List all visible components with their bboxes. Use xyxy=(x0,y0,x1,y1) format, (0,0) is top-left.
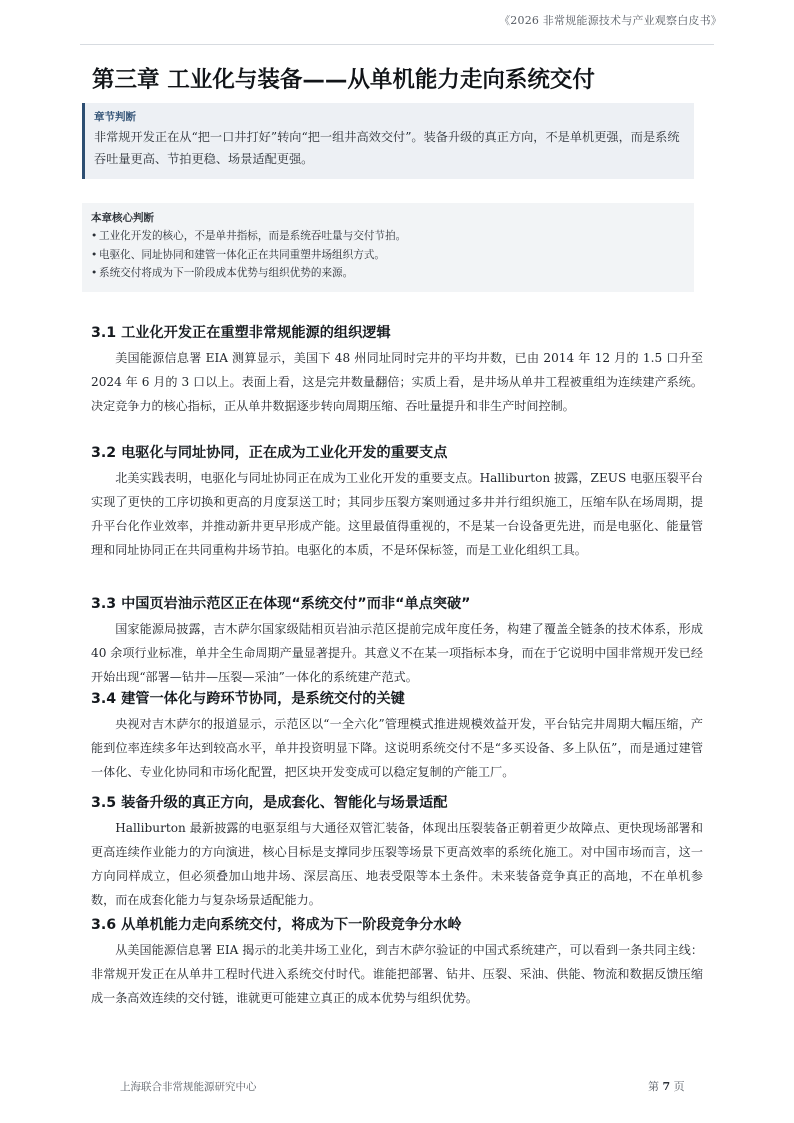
section-heading: 3.1 工业化开发正在重塑非常规能源的组织逻辑 xyxy=(91,325,391,341)
page-number-value: 7 xyxy=(662,1080,671,1093)
core-judgment-label: 本章核心判断 xyxy=(91,212,154,224)
section-body: 北美实践表明，电驱化与同址协同正在成为工业化开发的重要支点。Halliburton 披露，ZEUS 电驱压裂平台实现了更快的工序切换和更高的月度泵送工时；其同步压裂方案则通过多井并行组织施工，压缩车队在场周期，提升平台化作业效率，并推动新井更早形成产能。这里最值得重视的，不是某一台设备更先进，而是电驱化、能量管理和同址协同正在共同重构井场节拍。电驱化的本质，不是环保标签，而是工业化组织工具。 xyxy=(91,471,703,557)
list-item-text: 系统交付将成为下一阶段成本优势与组织优势的来源。 xyxy=(99,267,354,279)
chapter-title: 第三章 工业化与装备——从单机能力走向系统交付 xyxy=(92,67,595,93)
section-body: 从美国能源信息署 EIA 揭示的北美井场工业化，到吉木萨尔验证的中国式系统建产，可以看到一条共同主线：非常规开发正在从单井工程时代进入系统交付时代。谁能把部署、钻井、压裂、采油、供能、物流和数据反馈压缩成一条高效连续的交付链，谁就更可能建立真正的成本优势与组织优势。 xyxy=(91,943,703,1005)
section-heading: 3.4 建管一体化与跨环节协同，是系统交付的关键 xyxy=(91,691,405,707)
chapter-judgment-callout xyxy=(82,103,694,179)
chapter-judgment-text: 非常规开发正在从“把一口井打好”转向“把一组井高效交付”。装备升级的真正方向，不是单机更强，而是系统吞吐量更高、节拍更稳、场景适配更强。 xyxy=(94,130,680,166)
header-divider xyxy=(80,44,714,45)
bullet-icon: • xyxy=(91,267,98,279)
section-3-5 xyxy=(91,793,703,912)
running-header: 《2026 非常规能源技术与产业观察白皮书》 xyxy=(499,14,722,27)
section-3-6 xyxy=(91,915,703,1010)
section-3-2 xyxy=(91,443,703,562)
section-body: 美国能源信息署 EIA 测算显示，美国下 48 州同址同时完井的平均井数，已由 2014 年 12 月的 1.5 口升至 2024 年 6 月的 3 口以上。表面上看，这是完井数量翻倍；实质上看，是井场从单井工程被重组为连续建产系统。决定竞争力的核心指标，正从单井数据逐步转向周期压缩、吞吐量提升和非生产时间控制。 xyxy=(91,351,703,413)
list-item xyxy=(91,246,684,265)
page-number xyxy=(648,1078,685,1094)
section-3-4 xyxy=(91,689,703,784)
footer-organization: 上海联合非常规能源研究中心 xyxy=(120,1081,257,1093)
page-suffix: 页 xyxy=(673,1080,685,1093)
list-item-text: 工业化开发的核心，不是单井指标，而是系统吞吐量与交付节拍。 xyxy=(99,230,407,242)
section-heading: 3.3 中国页岩油示范区正在体现“系统交付”而非“单点突破” xyxy=(91,596,471,612)
section-body: 央视对吉木萨尔的报道显示，示范区以“一全六化”管理模式推进规模效益开发，平台钻完井周期大幅压缩，产能到位率连续多年达到较高水平，单井投资明显下降。这说明系统交付不是“多买设备、多上队伍”，而是通过建管一体化、专业化协同和市场化配置，把区块开发变成可以稳定复制的产能工厂。 xyxy=(91,717,703,779)
list-item xyxy=(91,264,684,283)
section-body: Halliburton 最新披露的电驱泵组与大通径双管汇装备，体现出压裂装备正朝着更少故障点、更快现场部署和更高连续作业能力的方向演进，核心目标是支撑同步压裂等场景下更高效率的系统化施工。对中国市场而言，这一方向同样成立，但必须叠加山地井场、深层高压、地表受限等本土条件。未来装备竞争真正的高地，不在单机参数，而在成套化能力与复杂场景适配能力。 xyxy=(91,821,703,907)
section-heading: 3.5 装备升级的真正方向，是成套化、智能化与场景适配 xyxy=(91,795,448,811)
bullet-icon: • xyxy=(91,230,98,242)
section-heading: 3.6 从单机能力走向系统交付，将成为下一阶段竞争分水岭 xyxy=(91,917,462,933)
page-prefix: 第 xyxy=(648,1080,659,1093)
chapter-judgment-label: 章节判断 xyxy=(94,111,136,123)
section-3-3 xyxy=(91,594,703,689)
core-judgment-list xyxy=(91,227,684,283)
section-heading: 3.2 电驱化与同址协同，正在成为工业化开发的重要支点 xyxy=(91,445,448,461)
section-body: 国家能源局披露，吉木萨尔国家级陆相页岩油示范区提前完成年度任务，构建了覆盖全链条的技术体系，形成 40 余项行业标准，单井全生命周期产量显著提升。其意义不在某一项指标本身，而在于它说明中国非常规开发已经开始出现“部署—钻井—压裂—采油”一体化的系统建产范式。 xyxy=(91,622,703,684)
list-item xyxy=(91,227,684,246)
bullet-icon: • xyxy=(91,248,98,261)
section-3-1 xyxy=(91,323,703,418)
core-judgment-box xyxy=(82,203,694,292)
list-item-text: 电驱化、同址协同和建管一体化正在共同重塑井场组织方式。 xyxy=(99,248,386,261)
